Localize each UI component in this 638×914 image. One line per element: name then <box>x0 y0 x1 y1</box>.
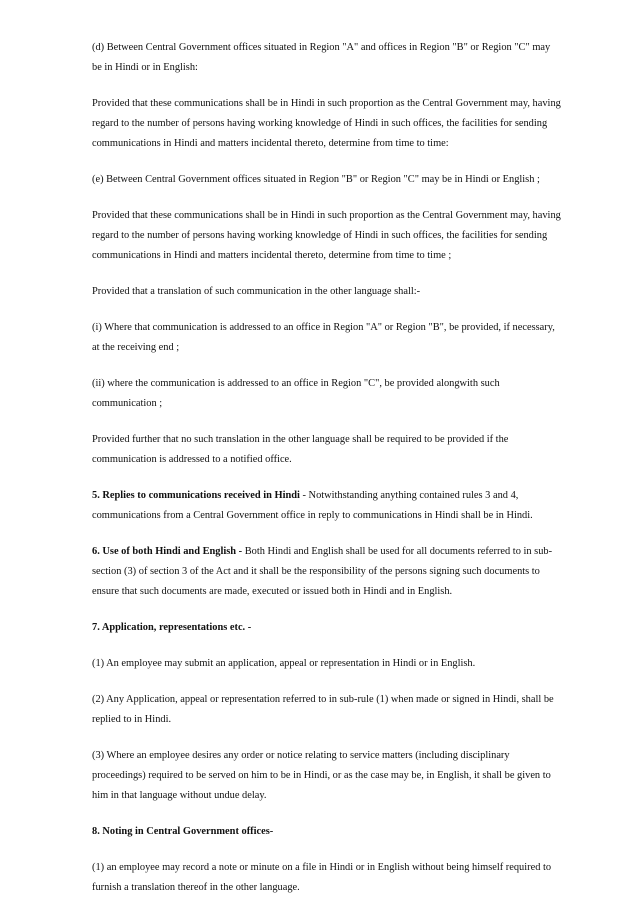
clause-text: (3) Where an employee desires any order or notice relating to service matters (including disciplinary proceedings) required to be served on him to be in Hindi, or as the case may be, in English, it shall be given to him in that language without undue delay. <box>92 750 551 801</box>
rule-heading: 7. Application, representations etc. - <box>92 622 252 633</box>
rule-heading: 8. Noting in Central Government offices- <box>92 826 274 837</box>
rule-6 <box>92 542 562 602</box>
rule-heading: 5. Replies to communications received in Hindi <box>92 490 300 501</box>
document-page <box>92 38 562 914</box>
clause-text: (1) an employee may record a note or minute on a file in Hindi or in English without being himself required to furnish a translation thereof in the other language. <box>92 862 552 893</box>
clause-text: Provided that a translation of such communication in the other language shall:- <box>92 286 421 297</box>
clause-text: Provided further that no such translation in the other language shall be required to be provided if the communication is addressed to a notified office. <box>92 434 509 465</box>
sub-clause-ii <box>92 374 562 414</box>
rule-7-sub-2 <box>92 690 562 730</box>
clause-text: Provided that these communications shall be in Hindi in such proportion as the Central Government may, having regard to the number of persons having working knowledge of Hindi in such offices, the facilities for sending communications in Hindi and matters incidental thereto, determine from time to time: <box>92 98 561 149</box>
clause-text: Provided that these communications shall be in Hindi in such proportion as the Central Government may, having regard to the number of persons having working knowledge of Hindi in such offices, the facilities for sending communications in Hindi and matters incidental thereto, determine from time to time ; <box>92 210 561 261</box>
proviso-translation <box>92 282 562 302</box>
clause-text: (2) Any Application, appeal or representation referred to in sub-rule (1) when made or signed in Hindi, shall be replied to in Hindi. <box>92 694 554 725</box>
rule-8-sub-1 <box>92 858 562 898</box>
rule-7-sub-1 <box>92 654 562 674</box>
clause-d <box>92 38 562 78</box>
rule-heading: 6. Use of both Hindi and English - <box>92 546 243 557</box>
rule-text: Both Hindi and English shall be used for all documents referred to in sub-section (3) of section 3 of the Act and it shall be the responsibility of the persons signing such documents to ensure that such documents are made, executed or issued both in Hindi and in English. <box>92 546 553 597</box>
clause-text: (e) Between Central Government offices situated in Region "B" or Region "C" may be in Hindi or English ; <box>92 174 540 185</box>
sub-clause-i <box>92 318 562 358</box>
proviso-notified-office <box>92 430 562 470</box>
clause-text: (i) Where that communication is addressed to an office in Region "A" or Region "B", be provided, if necessary, at the receiving end ; <box>92 322 555 353</box>
rule-7-sub-3 <box>92 746 562 806</box>
rule-7 <box>92 618 562 638</box>
rule-text: - Notwithstanding anything contained rules 3 and 4, communications from a Central Government office in reply to communications in Hindi shall be in Hindi. <box>92 490 533 521</box>
clause-e <box>92 170 562 190</box>
proviso-paragraph <box>92 94 562 154</box>
clause-text: (ii) where the communication is addressed to an office in Region "C", be provided alongwith such communication ; <box>92 378 500 409</box>
proviso-paragraph <box>92 206 562 266</box>
clause-text: (d) Between Central Government offices situated in Region "A" and offices in Region "B" or Region "C" may be in Hindi or in English: <box>92 42 551 73</box>
rule-5 <box>92 486 562 526</box>
rule-8 <box>92 822 562 842</box>
clause-text: (1) An employee may submit an application, appeal or representation in Hindi or in English. <box>92 658 476 669</box>
